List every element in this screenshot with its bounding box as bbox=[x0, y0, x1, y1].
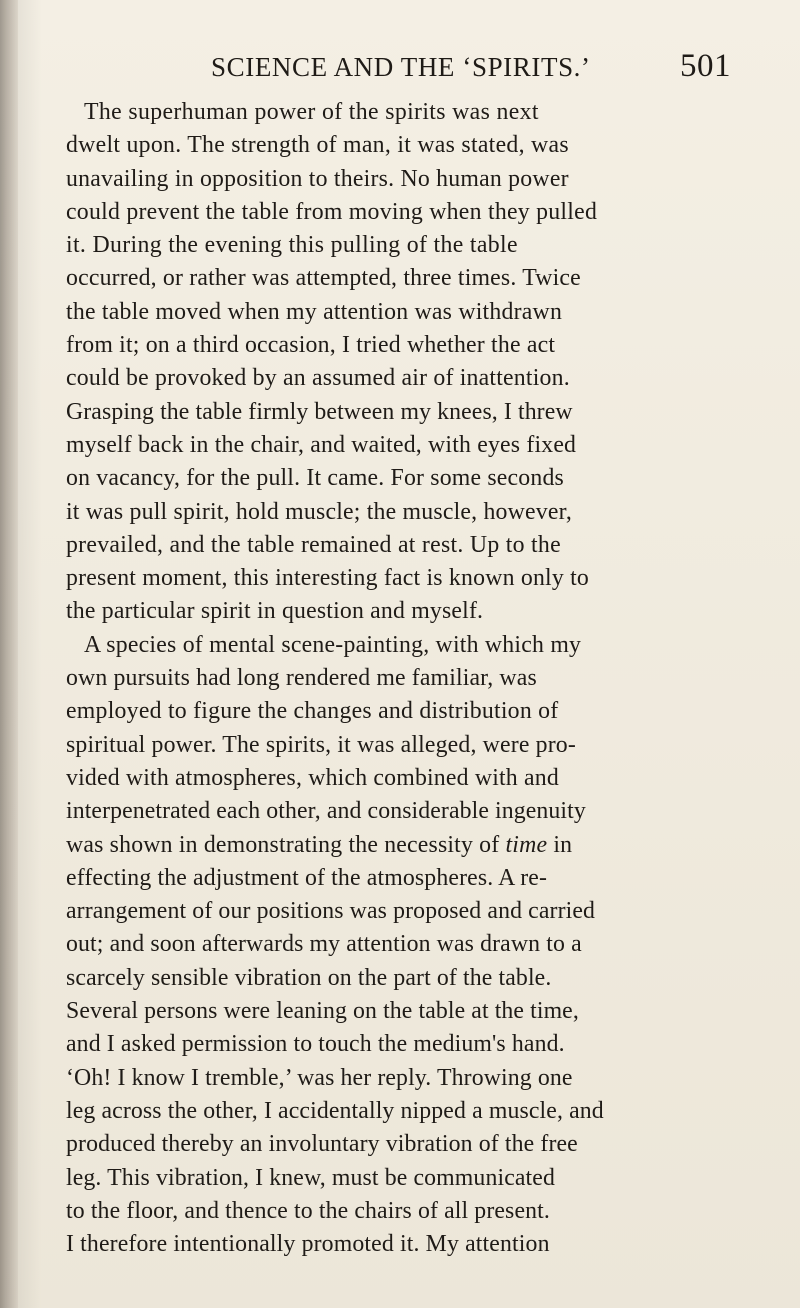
paragraph-line: spiritual power. The spirits, it was alleged, were pro- bbox=[66, 731, 576, 758]
paragraph-line: scarcely sensible vibration on the part of the table. bbox=[66, 964, 552, 991]
paragraph-line: the table moved when my attention was withdrawn bbox=[66, 298, 563, 325]
line-text-prefix: was shown in demonstrating the necessity of bbox=[66, 831, 506, 858]
paragraph-line: and I asked permission to touch the medium's hand. bbox=[66, 1031, 565, 1058]
paragraph-line: leg. This vibration, I knew, must be communicated bbox=[66, 1164, 555, 1191]
paragraph-line: interpenetrated each other, and considerable ingenuity bbox=[66, 798, 586, 825]
paragraph-line: Several persons were leaning on the table at the time, bbox=[66, 998, 579, 1025]
paragraph-line: ‘Oh! I know I tremble,’ was her reply. Throwing one bbox=[66, 1064, 573, 1091]
paragraph-line: present moment, this interesting fact is known only to bbox=[66, 565, 590, 592]
paragraph-line-with-italic bbox=[66, 829, 692, 862]
paragraph-line: A species of mental scene-painting, with which my bbox=[84, 631, 582, 658]
line-text-suffix: in bbox=[547, 831, 573, 858]
paragraph-line: on vacancy, for the pull. It came. For some seconds bbox=[66, 465, 564, 492]
body-text bbox=[66, 96, 692, 1261]
paragraph-line: produced thereby an involuntary vibration of the free bbox=[66, 1131, 578, 1158]
page-header-title: SCIENCE AND THE ‘SPIRITS.’ bbox=[211, 52, 591, 82]
paragraph-line: could prevent the table from moving when they pulled bbox=[66, 198, 598, 225]
paragraph-line: out; and soon afterwards my attention was drawn to a bbox=[66, 931, 582, 958]
paragraph-line: The superhuman power of the spirits was next bbox=[84, 99, 539, 125]
paragraph-line: the particular spirit in question and myself. bbox=[66, 598, 484, 625]
paragraph-line: leg across the other, I accidentally nipped a muscle, and bbox=[66, 1097, 604, 1124]
paragraph-line: dwelt upon. The strength of man, it was stated, was bbox=[66, 132, 569, 159]
paragraph-line: vided with atmospheres, which combined with and bbox=[66, 764, 559, 791]
paragraph-line: own pursuits had long rendered me familiar, was bbox=[66, 665, 537, 692]
page-gutter-shadow bbox=[0, 0, 18, 1308]
paragraph-line: employed to figure the changes and distribution of bbox=[66, 698, 559, 725]
paragraph-line: Grasping the table firmly between my knees, I threw bbox=[66, 398, 573, 425]
paragraph-line: prevailed, and the table remained at rest. Up to the bbox=[66, 531, 561, 558]
paragraph-line: effecting the adjustment of the atmospheres. A re- bbox=[66, 864, 548, 891]
paragraph-line: I therefore intentionally promoted it. My attention bbox=[66, 1231, 550, 1258]
paragraph-line: to the floor, and thence to the chairs of all present. bbox=[66, 1197, 550, 1224]
page-number: 501 bbox=[680, 48, 731, 84]
paragraph-line: myself back in the chair, and waited, with eyes fixed bbox=[66, 431, 577, 458]
paragraph-line: unavailing in opposition to theirs. No human power bbox=[66, 165, 569, 192]
paragraph-line: it was pull spirit, hold muscle; the muscle, however, bbox=[66, 498, 572, 525]
running-header bbox=[211, 48, 731, 88]
paragraph-line: from it; on a third occasion, I tried whether the act bbox=[66, 332, 556, 359]
paragraph-line: occurred, or rather was attempted, three times. Twice bbox=[66, 265, 581, 292]
paragraph-line: arrangement of our positions was proposed and carried bbox=[66, 898, 596, 925]
paragraph-line: could be provoked by an assumed air of inattention. bbox=[66, 365, 570, 392]
paragraph-line: it. During the evening this pulling of the table bbox=[66, 232, 518, 259]
italic-word: time bbox=[505, 831, 548, 858]
